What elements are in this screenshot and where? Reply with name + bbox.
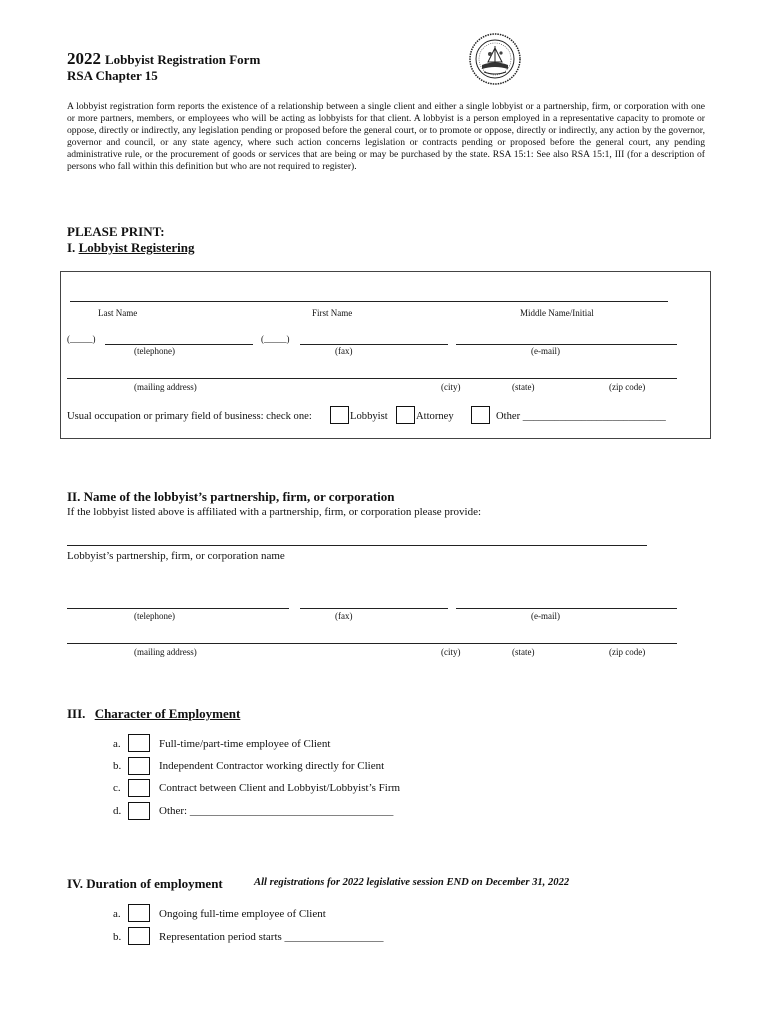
name-line[interactable] bbox=[70, 301, 668, 302]
form-year: 2022 bbox=[67, 49, 101, 68]
duration-option-a-checkbox[interactable] bbox=[128, 904, 150, 922]
employment-option-b-letter: b. bbox=[113, 760, 122, 772]
attorney-option-label: Attorney bbox=[416, 411, 454, 422]
telephone-line[interactable] bbox=[105, 344, 253, 345]
section-4-title: IV. Duration of employment bbox=[67, 876, 223, 891]
phone-area-code: (_____) bbox=[67, 334, 96, 344]
occupation-label: Usual occupation or primary field of business: check one: bbox=[67, 411, 312, 422]
employment-option-d-label: Other: _____________________________________ bbox=[159, 805, 394, 817]
mailing-address-line[interactable] bbox=[67, 378, 677, 379]
city-label: (city) bbox=[441, 382, 461, 392]
duration-option-b-checkbox[interactable] bbox=[128, 927, 150, 945]
lobbyist-option-label: Lobbyist bbox=[350, 411, 388, 422]
firm-telephone-label: (telephone) bbox=[134, 611, 175, 621]
section-4-note: All registrations for 2022 legislative session END on December 31, 2022 bbox=[254, 877, 570, 888]
form-title bbox=[67, 49, 260, 69]
section-3-heading bbox=[67, 706, 240, 722]
attorney-checkbox[interactable] bbox=[396, 406, 415, 424]
firm-zip-label: (zip code) bbox=[609, 647, 646, 657]
telephone-label: (telephone) bbox=[134, 346, 175, 356]
form-title-text: Lobbyist Registration Form bbox=[105, 52, 261, 67]
email-label: (e-mail) bbox=[531, 346, 560, 356]
employment-option-c-checkbox[interactable] bbox=[128, 779, 150, 797]
section-3-number: III. bbox=[67, 706, 86, 721]
intro-paragraph: A lobbyist registration form reports the existence of a relationship between a single client and either a single lobbyist or a partnership, firm, or corporation with one or more partners, members, or employees who will be acting as lobbyists for that client. A lobbyist is a person employed in a representative capacity to promote or oppose, directly or indirectly, any legislation pending or proposed before the general court, or to promote or oppose, directly or indirectly, any action by the governor, governor and council, or any state agency, where such action concerns legislation or contracts pending or proposed before the general court, any pending administrative rule, or the procurement of goods or services that are being or may be purchased by the state. RSA 15:1: See also RSA 15:1, III (for a description of persons who fall within this definition but who are not required to register). bbox=[67, 101, 705, 172]
fax-line[interactable] bbox=[300, 344, 448, 345]
employment-option-c-letter: c. bbox=[113, 782, 121, 794]
other-checkbox[interactable] bbox=[471, 406, 490, 424]
firm-telephone-line[interactable] bbox=[67, 608, 289, 609]
duration-option-b-label: Representation period starts __________________ bbox=[159, 931, 384, 943]
fax-label: (fax) bbox=[335, 346, 353, 356]
employment-option-b-checkbox[interactable] bbox=[128, 757, 150, 775]
firm-name-line[interactable] bbox=[67, 545, 647, 546]
middle-name-label: Middle Name/Initial bbox=[520, 308, 594, 318]
firm-email-label: (e-mail) bbox=[531, 611, 560, 621]
zip-label: (zip code) bbox=[609, 382, 646, 392]
email-line[interactable] bbox=[456, 344, 677, 345]
employment-option-d-checkbox[interactable] bbox=[128, 802, 150, 820]
section-2-description: If the lobbyist listed above is affiliated with a partnership, firm, or corporation please provide: bbox=[67, 506, 482, 518]
first-name-label: First Name bbox=[312, 308, 353, 318]
state-seal-icon bbox=[468, 32, 522, 86]
section-3-title: Character of Employment bbox=[94, 706, 241, 721]
firm-state-label: (state) bbox=[512, 647, 535, 657]
firm-fax-label: (fax) bbox=[335, 611, 353, 621]
section-2-title: II. Name of the lobbyist’s partnership, firm, or corporation bbox=[67, 489, 395, 504]
firm-email-line[interactable] bbox=[456, 608, 677, 609]
fax-area-code: (_____) bbox=[261, 334, 290, 344]
last-name-label: Last Name bbox=[98, 308, 138, 318]
employment-option-c-label: Contract between Client and Lobbyist/Lobbyist’s Firm bbox=[159, 782, 401, 794]
employment-option-b-label: Independent Contractor working directly for Client bbox=[159, 760, 385, 772]
mailing-address-label: (mailing address) bbox=[134, 382, 197, 392]
lobbyist-checkbox[interactable] bbox=[330, 406, 349, 424]
employment-option-a-label: Full-time/part-time employee of Client bbox=[159, 738, 331, 750]
employment-option-d-letter: d. bbox=[113, 805, 122, 817]
form-subtitle: RSA Chapter 15 bbox=[67, 68, 158, 83]
section-1-heading bbox=[67, 240, 194, 256]
firm-mailing-address-label: (mailing address) bbox=[134, 647, 197, 657]
section-1-number: I. bbox=[67, 240, 76, 255]
state-label: (state) bbox=[512, 382, 535, 392]
firm-fax-line[interactable] bbox=[300, 608, 448, 609]
duration-option-b-letter: b. bbox=[113, 931, 122, 943]
section-1-title: Lobbyist Registering bbox=[78, 240, 195, 255]
firm-city-label: (city) bbox=[441, 647, 461, 657]
employment-option-a-checkbox[interactable] bbox=[128, 734, 150, 752]
firm-mailing-address-line[interactable] bbox=[67, 643, 677, 644]
duration-option-a-letter: a. bbox=[113, 908, 121, 920]
firm-name-label: Lobbyist’s partnership, firm, or corporation name bbox=[67, 550, 285, 562]
employment-option-a-letter: a. bbox=[113, 738, 121, 750]
other-option-label: Other ___________________________ bbox=[496, 411, 666, 422]
please-print-label: PLEASE PRINT: bbox=[67, 224, 165, 239]
duration-option-a-label: Ongoing full-time employee of Client bbox=[159, 908, 326, 920]
